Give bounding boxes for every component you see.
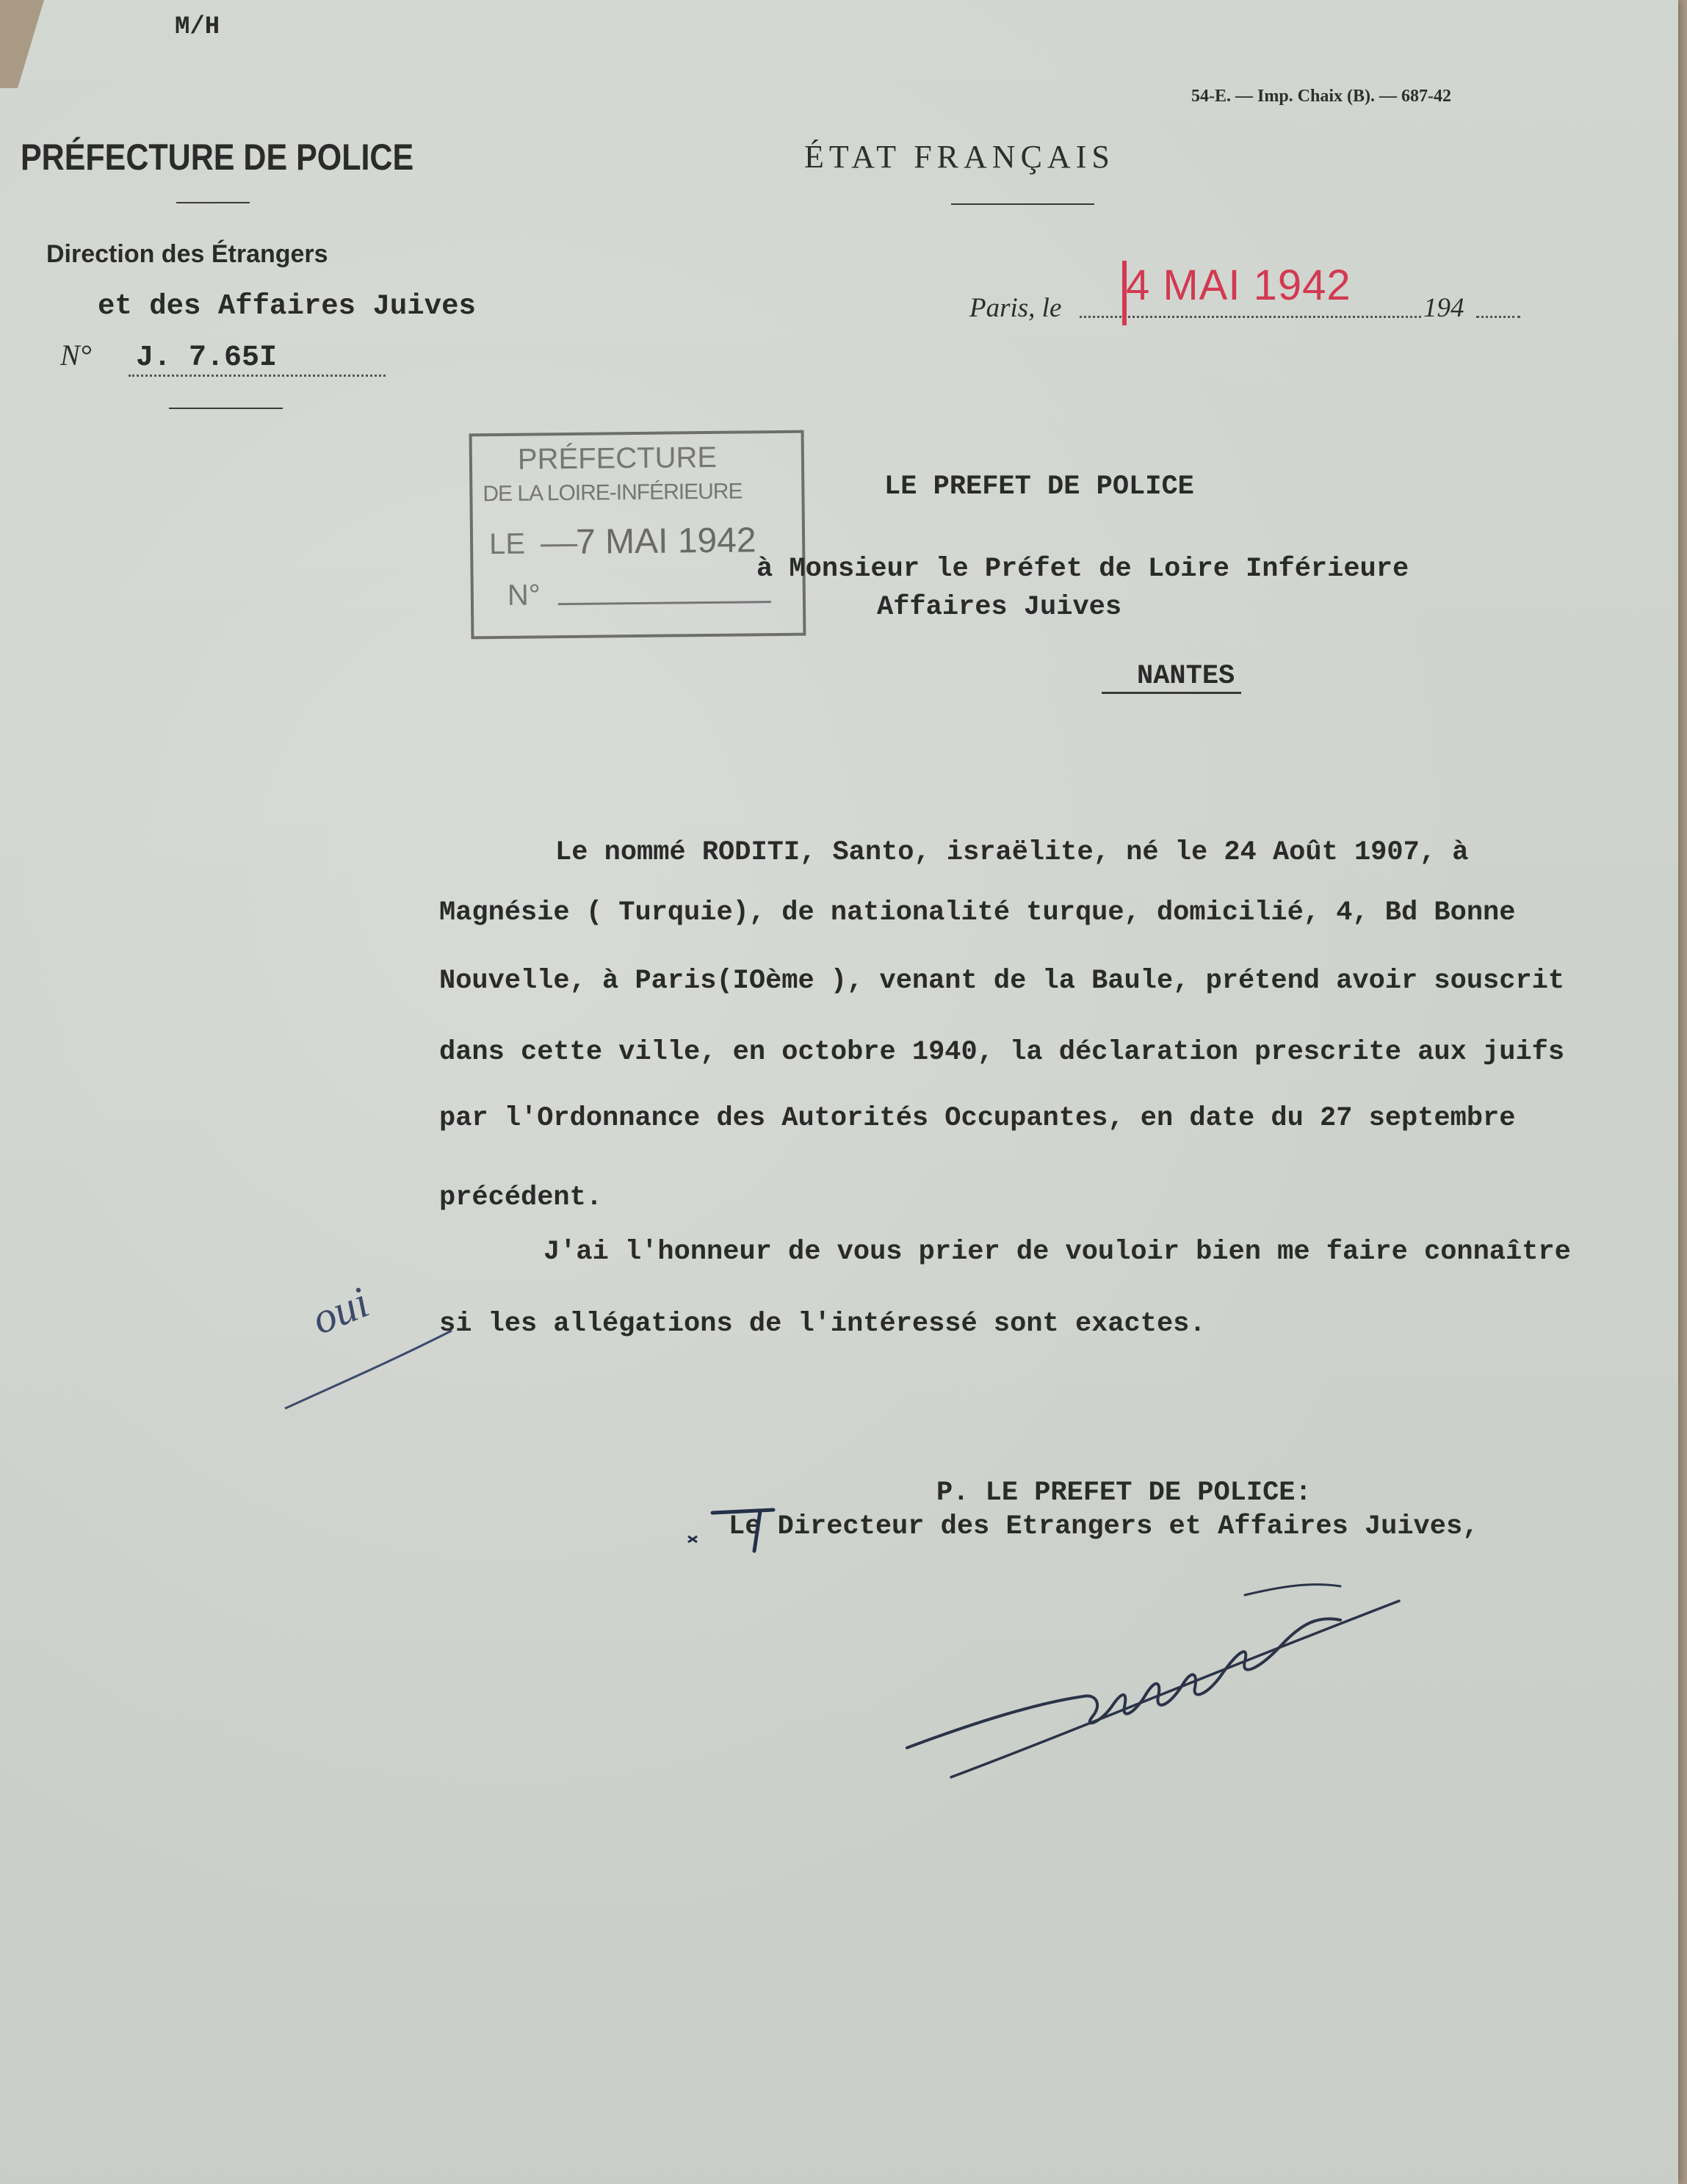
reference-dotline — [129, 375, 386, 377]
printer-reference: 54-E. — Imp. Chaix (B). — 687-42 — [1191, 87, 1452, 106]
title-underline — [176, 202, 250, 203]
director-signature — [900, 1550, 1414, 1792]
stamp-le-underline — [541, 544, 577, 547]
city-underline — [1102, 692, 1241, 694]
prefecture-title: PRÉFECTURE DE POLICE — [21, 137, 414, 178]
stamp-prefecture: PRÉFECTURE — [517, 441, 718, 476]
body-line-1: Le nommé RODITI, Santo, israëlite, né le 24 Août 1907, à — [555, 837, 1469, 868]
receipt-stamp — [469, 430, 806, 640]
body-line-4: dans cette ville, en octobre 1940, la déclaration prescrite aux juifs — [439, 1037, 1565, 1068]
date-dotline — [1080, 316, 1421, 318]
recipient-line-2: Affaires Juives — [877, 592, 1122, 623]
stamp-number-underline — [558, 601, 771, 605]
body-line-2: Magnésie ( Turquie), de nationalité turque, domicilié, 4, Bd Bonne — [439, 897, 1516, 928]
handwritten-strike-mark — [687, 1498, 790, 1564]
stamp-received-date: 7 MAI 1942 — [575, 521, 756, 562]
sender: LE PREFET DE POLICE — [884, 471, 1194, 502]
reference-number: J. 7.65I — [136, 341, 278, 375]
date-year-suffix: 194 — [1423, 293, 1464, 323]
recipient-line-1: à Monsieur le Préfet de Loire Inférieure — [756, 554, 1409, 585]
stamped-date: 4 MAI 1942 — [1126, 261, 1351, 309]
signature-line-2: Le Directeur des Etrangers et Affaires Juives, — [729, 1511, 1479, 1542]
reference-prefix: N° — [60, 339, 92, 372]
signature-line-1: P. LE PREFET DE POLICE: — [936, 1478, 1312, 1508]
stamp-department: DE LA LOIRE-INFÉRIEURE — [483, 479, 743, 507]
stamp-number-label: N° — [507, 579, 541, 612]
direction-line-1: Direction des Étrangers — [46, 240, 328, 268]
body-line-3: Nouvelle, à Paris(IOème ), venant de la Baule, prétend avoir souscrit — [439, 966, 1565, 997]
body-line-5: par l'Ordonnance des Autorités Occupantes, en date du 27 septembre — [439, 1103, 1516, 1134]
date-place-prefix: Paris, le — [969, 293, 1062, 323]
etat-underline — [951, 203, 1094, 205]
recipient-city: NANTES — [1137, 661, 1235, 692]
margin-note: oui — [305, 1277, 376, 1344]
corner-note: M/H — [175, 13, 220, 41]
date-dotline-end — [1476, 316, 1520, 318]
body-line-7: J'ai l'honneur de vous prier de vouloir bien me faire connaître — [543, 1237, 1571, 1268]
body-line-8: si les allégations de l'intéressé sont exactes. — [439, 1309, 1206, 1339]
direction-line-2: et des Affaires Juives — [98, 290, 476, 322]
stamp-le-label: LE — [488, 527, 526, 561]
reference-underline — [169, 408, 283, 409]
margin-check-stroke — [279, 1315, 455, 1425]
etat-francais-title: ÉTAT FRANÇAIS — [804, 139, 1115, 175]
torn-corner — [0, 0, 44, 88]
body-line-6: précédent. — [439, 1182, 603, 1213]
